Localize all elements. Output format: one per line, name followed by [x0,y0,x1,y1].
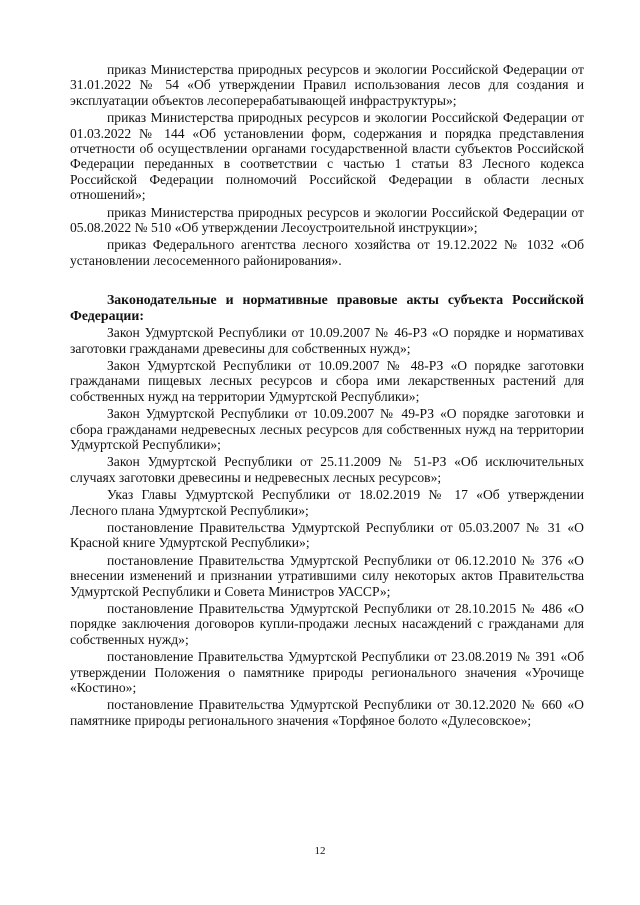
section-heading: Законодательные и нормативные правовые акты субъекта Российской Федерации: [70,292,584,323]
page-number: 12 [314,845,326,857]
regional-act-item: постановление Правительства Удмуртской Республики от 06.12.2010 № 376 «О внесении изменений и признании утратившими силу некоторых актов Правительства Удмуртской Республики и Совета Министров УАССР»; [70,552,584,599]
regional-act-item: постановление Правительства Удмуртской Республики от 23.08.2019 № 391 «Об утверждении Положения о памятнике природы регионального значения «Урочище «Костино»; [70,649,584,696]
regional-act-item: постановление Правительства Удмуртской Республики от 05.03.2007 № 31 «О Красной книге Удмуртской Республики»; [70,519,584,551]
regional-act-item: Закон Удмуртской Республики от 25.11.2009 № 51-РЗ «Об исключительных случаях заготовки древесины и недревесных лесных ресурсов»; [70,454,584,485]
regional-act-item: Закон Удмуртской Республики от 10.09.2007 № 49-РЗ «О порядке заготовки и сбора гражданами недревесных лесных ресурсов для собственных нужд на территории Удмуртской Республики»; [70,406,584,452]
regional-act-item: Указ Главы Удмуртской Республики от 18.02.2019 № 17 «Об утверждении Лесного плана Удмуртской Республики»; [70,487,584,518]
regional-act-item: Закон Удмуртской Республики от 10.09.2007 № 48-РЗ «О порядке заготовки гражданами пищевых лесных ресурсов и сбора ими лекарственных растений для собственных нужд на территории Удмуртской Республики»; [70,357,584,404]
regional-act-item: постановление Правительства Удмуртской Республики от 30.12.2020 № 660 «О памятнике природы регионального значения «Торфяное болото «Дулесовское»; [70,697,584,728]
regional-act-item: постановление Правительства Удмуртской Республики от 28.10.2015 № 486 «О порядке заключения договоров купли-продажи лесных насаждений с гражданами для собственных нужд»; [70,601,584,647]
document-body [70,62,584,728]
section-spacer [70,268,584,280]
federal-act-item: приказ Министерства природных ресурсов и экологии Российской Федерации от 01.03.2022 № 144 «Об установлении форм, содержания и порядка представления отчетности об осуществлении органами государственной власти субъектов Российской Федерации переданных в соответствии с частью 1 статьи 83 Лесного кодекса Российской Федерации полномочий Российской Федерации в области лесных отношений»; [70,110,584,203]
federal-act-item: приказ Министерства природных ресурсов и экологии Российской Федерации от 31.01.2022 № 54 «Об утверждении Правил использования лесов для создания и эксплуатации объектов лесоперерабатывающей инфраструктуры»; [70,62,584,108]
federal-act-item: приказ Министерства природных ресурсов и экологии Российской Федерации от 05.08.2022 № 510 «Об утверждении Лесоустроительной инструкции»; [70,204,584,236]
federal-act-item: приказ Федерального агентства лесного хозяйства от 19.12.2022 № 1032 «Об установлении лесосеменного районирования». [70,237,584,268]
regional-act-item: Закон Удмуртской Республики от 10.09.2007 № 46-РЗ «О порядке и нормативах заготовки гражданами древесины для собственных нужд»; [70,325,584,356]
